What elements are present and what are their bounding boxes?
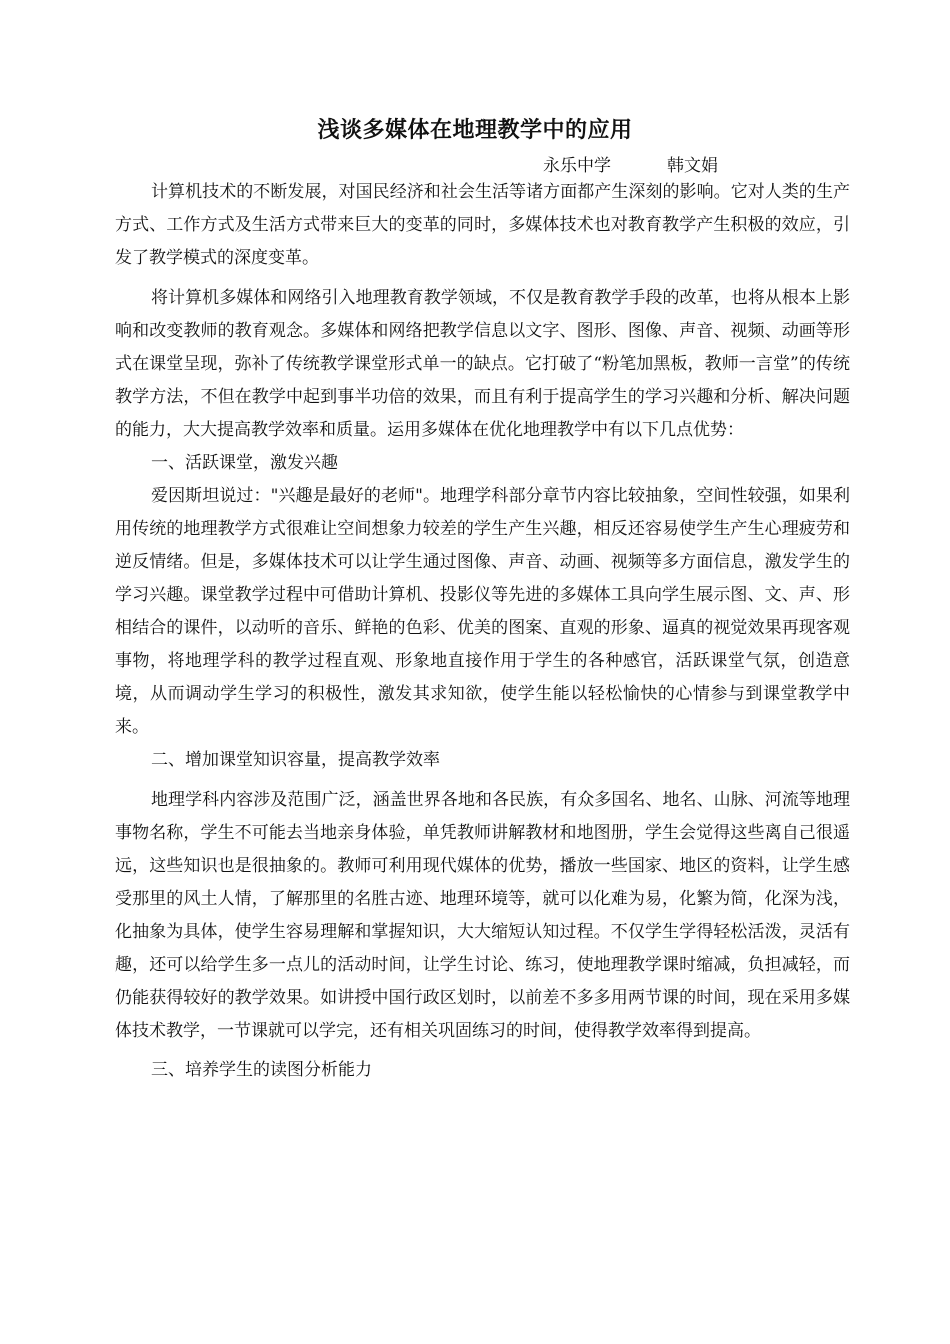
section-heading-1: 一、活跃课堂，激发兴趣 bbox=[151, 453, 338, 473]
paragraph-section-2: 地理学科内容涉及范围广泛，涵盖世界各地和各民族，有众多国名、地名、山脉、河流等地理事物名称，学生不可能去当地亲身体验，单凭教师讲解教材和地图册，学生会觉得这些离自己很遥远，这些知识也是很抽象的。教师可利用现代媒体的优势，播放一些国家、地区的资料，让学生感受那里的风土人情，了解那里的名胜古迹、地理环境等，就可以化难为易，化繁为简，化深为浅，化抽象为具体，使学生容易理解和掌握知识，大大缩短认知过程。不仅学生学得轻松活泼，灵活有趣，还可以给学生多一点儿的活动时间，让学生讨论、练习，使地理教学课时缩减，负担减轻，而仍能获得较好的教学效果。如讲授中国行政区划时，以前差不多多用两节课的时间，现在采用多媒体技术教学，一节课就可以学完，还有相关巩固练习的时间，使得教学效率得到提高。 bbox=[115, 790, 850, 1041]
school-name: 永乐中学 bbox=[543, 156, 611, 176]
document-title: 浅谈多媒体在地理教学中的应用 bbox=[317, 117, 633, 143]
paragraph-intro: 计算机技术的不断发展，对国民经济和社会生活等诸方面都产生深刻的影响。它对人类的生产方式、工作方式及生活方式带来巨大的变革的同时，多媒体技术也对教育教学产生积极的效应，引发了教学模式的深度变革。 bbox=[115, 182, 850, 268]
document-body bbox=[115, 176, 850, 1087]
section-heading-3: 三、培养学生的读图分析能力 bbox=[151, 1060, 372, 1080]
author-name: 韩文娟 bbox=[667, 156, 718, 176]
section-heading-2: 二、增加课堂知识容量，提高教学效率 bbox=[151, 750, 440, 770]
paragraph-advantages: 将计算机多媒体和网络引入地理教育教学领域，不仅是教育教学手段的改革，也将从根本上影响和改变教师的教育观念。多媒体和网络把教学信息以文字、图形、图像、声音、视频、动画等形式在课堂呈现，弥补了传统教学课堂形式单一的缺点。它打破了“粉笔加黑板，教师一言堂”的传统教学方法，不但在教学中起到事半功倍的效果，而且有利于提高学生的学习兴趣和分析、解决问题的能力，大大提高教学效率和质量。运用多媒体在优化地理教学中有以下几点优势： bbox=[115, 288, 850, 440]
paragraph-section-1: 爱因斯坦说过："兴趣是最好的老师"。地理学科部分章节内容比较抽象，空间性较强，如果利用传统的地理教学方式很难让空间想象力较差的学生产生兴趣，相反还容易使学生产生心理疲劳和逆反情绪。但是，多媒体技术可以让学生通过图像、声音、动画、视频等多方面信息，激发学生的学习兴趣。课堂教学过程中可借助计算机、投影仪等先进的多媒体工具向学生展示图、文、声、形相结合的课件，以动听的音乐、鲜艳的色彩、优美的图案、直观的形象、逼真的视觉效果再现客观事物，将地理学科的教学过程直观、形象地直接作用于学生的各种感官，活跃课堂气氛，创造意境，从而调动学生学习的积极性，激发其求知欲，使学生能以轻松愉快的心情参与到课堂教学中来。 bbox=[115, 486, 850, 737]
